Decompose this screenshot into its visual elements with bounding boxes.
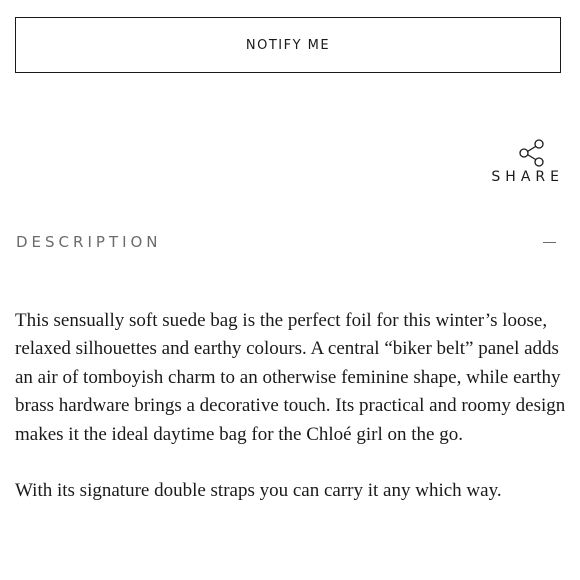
share-button[interactable] [491, 138, 564, 185]
minus-icon[interactable] [543, 236, 556, 249]
notify-me-button[interactable]: NOTIFY ME [15, 17, 561, 73]
description-title: DESCRIPTION [16, 233, 162, 251]
description-paragraph: This sensually soft suede bag is the perfect foil for this winter’s loose, relaxed silhouettes and earthy colours. A central “biker belt” panel adds an air of tomboyish charm to an otherwise feminine shape, while earthy brass hardware brings a decorative touch. Its practical and roomy design makes it the ideal daytime bag for the Chloé girl on the go. [15, 310, 566, 445]
description-accordion-header[interactable] [16, 230, 562, 254]
description-body [15, 307, 567, 506]
share-icon [517, 138, 547, 168]
share-label: SHARE [491, 169, 564, 185]
description-paragraph: With its signature double straps you can carry it any which way. [15, 480, 502, 502]
